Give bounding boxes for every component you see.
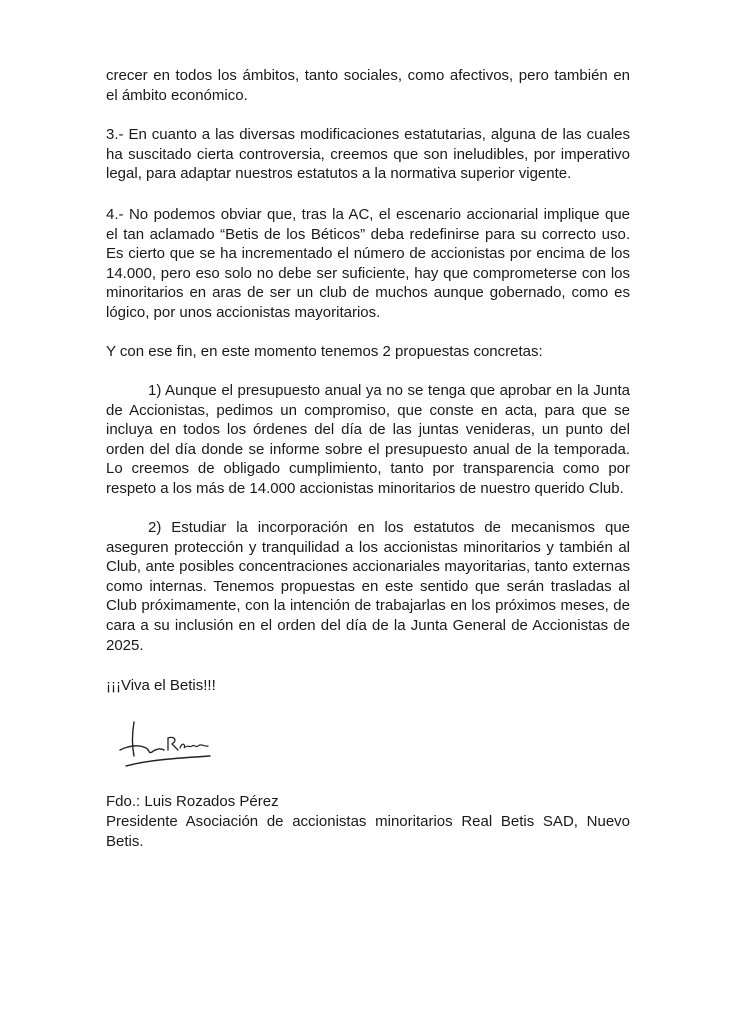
signer-title: Presidente Asociación de accionistas minoritarios Real Betis SAD, Nuevo Betis. xyxy=(106,813,630,850)
paragraph-point-4: 4.- No podemos obviar que, tras la AC, el escenario accionarial implique que el tan aclamado “Betis de los Béticos” deba redefinirse para su correcto uso. Es cierto que se ha incrementado el número de accionistas por encima de los 14.000, pero eso solo no debe ser suficiente, hay que comprometerse con los minoritarios en aras de ser un club de muchos aunque gobernado, como es lógico, por unos accionistas mayoritarios. xyxy=(106,206,630,321)
proposal-2: 2) Estudiar la incorporación en los estatutos de mecanismos que aseguren protección y tranquilidad a los accionistas minoritarios y también al Club, ante posibles concentraciones accionariales mayoritarias, tanto externas como internas. Tenemos propuestas en este sentido que serán trasladas al Club próximamente, con la intención de trabajarlas en los próximos meses, de cara a su inclusión en el orden del día de la Junta General de Accionistas de 2025. xyxy=(106,519,630,654)
paragraph-intro: crecer en todos los ámbitos, tanto sociales, como afectivos, pero también en el ámbito económico. xyxy=(106,67,630,104)
closing-cheer: ¡¡¡Viva el Betis!!! xyxy=(106,677,216,694)
proposal-1: 1) Aunque el presupuesto anual ya no se tenga que aprobar en la Junta de Accionistas, pedimos un compromiso, que conste en acta, para que se incluya en todos los órdenes del día de las juntas venideras, un punto del orden del día donde se informe sobre el presupuesto anual de la temporada. Lo creemos de obligado cumplimiento, tanto por transparencia como por respeto a los más de 14.000 accionistas minoritarios de nuestro querido Club. xyxy=(106,382,630,497)
signature-line: Fdo.: Luis Rozados Pérez xyxy=(106,793,279,810)
proposals-intro: Y con ese fin, en este momento tenemos 2 propuestas concretas: xyxy=(106,343,543,360)
paragraph-point-3: 3.- En cuanto a las diversas modificaciones estatutarias, alguna de las cuales ha suscitado cierta controversia, creemos que son ineludibles, por imperativo legal, para adaptar nuestros estatutos a la normativa superior vigente. xyxy=(106,126,630,183)
handwritten-signature xyxy=(118,712,218,772)
